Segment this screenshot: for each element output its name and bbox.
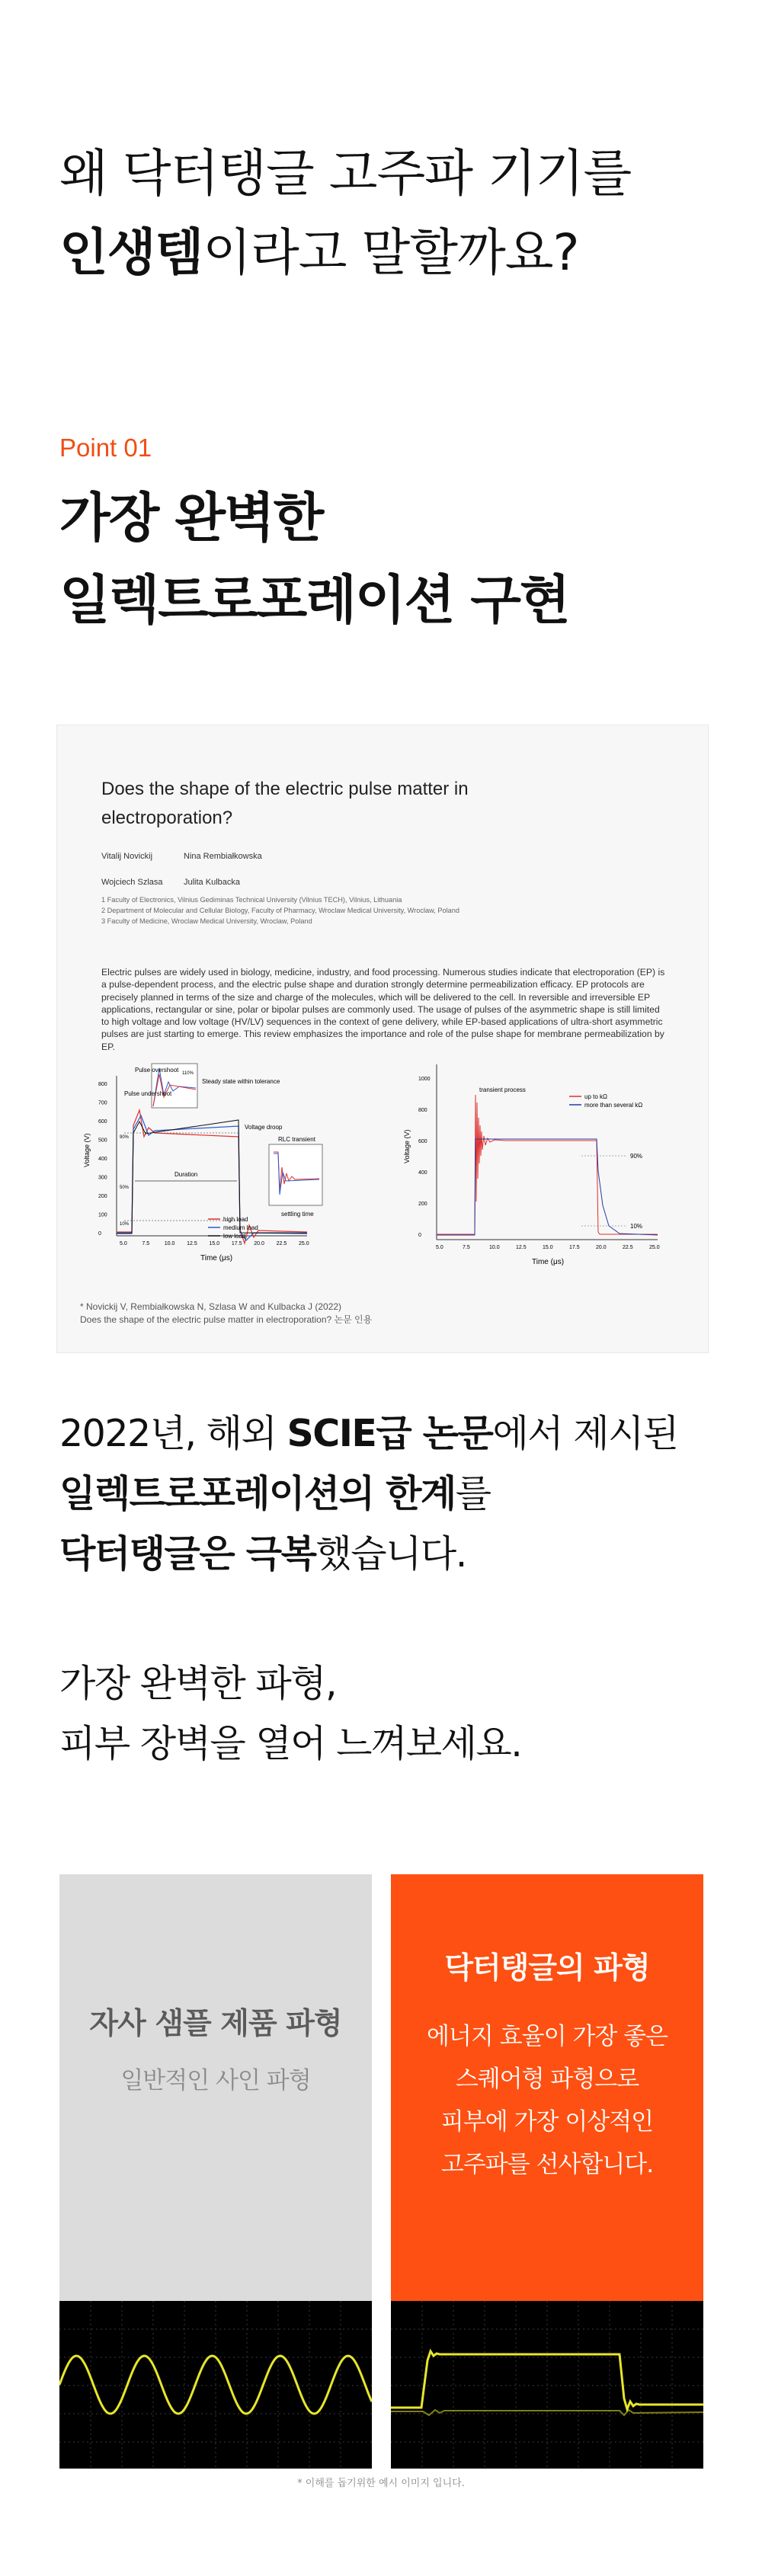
footnote: * 이해를 돕기위한 예시 이미지 입니다. <box>297 2478 465 2489</box>
description-line: 에너지 효율이 가장 좋은 <box>426 2023 668 2050</box>
transient-chart <box>399 1049 680 1278</box>
x-tick-label: 10.0 <box>164 1241 175 1246</box>
x-tick-label: 7.5 <box>142 1241 150 1246</box>
claim-emphasis: 일렉트로포레이션의 한계 <box>59 1472 456 1515</box>
competitor-panel-subtitle: 일반적인 사인 파형 <box>120 2067 311 2094</box>
claim-line-3 <box>59 1524 678 1584</box>
author-row <box>101 869 266 895</box>
annotation-label: 90% <box>120 1135 130 1140</box>
y-tick-label: 100 <box>98 1212 107 1218</box>
x-tick-label: 15.0 <box>543 1245 553 1250</box>
claim-line-2 <box>59 1464 678 1524</box>
x-tick-labels <box>120 1241 309 1246</box>
y-tick-label: 800 <box>418 1108 427 1113</box>
x-tick-label: 10.0 <box>489 1245 500 1250</box>
annotation-label: Duration <box>174 1171 198 1178</box>
x-tick-label: 15.0 <box>209 1241 220 1246</box>
x-tick-label: 25.0 <box>299 1241 309 1246</box>
claim-line-5: 피부 장벽을 열어 느껴보세요. <box>59 1722 522 1765</box>
y-tick-label: 600 <box>418 1139 427 1144</box>
legend-label-medium-load: medium load <box>223 1224 258 1231</box>
x-tick-label: 5.0 <box>120 1241 127 1246</box>
drtangle-waveform-panel <box>391 1874 703 2469</box>
claim-text: 에서 제시된 <box>492 1412 678 1455</box>
claim-paragraph-1 <box>59 1403 678 1584</box>
y-axis-label: Voltage (V) <box>403 1129 411 1163</box>
caption-line-2: Does the shape of the electric pulse matter in electroporation? 논문 인용 <box>80 1314 373 1325</box>
annotation-label: Pulse undershoot <box>124 1090 172 1097</box>
hero-line-2 <box>59 213 631 293</box>
x-tick-label: 20.0 <box>596 1245 607 1250</box>
point-title <box>59 477 569 642</box>
x-axis-label: Time (μs) <box>200 1254 233 1262</box>
y-tick-label: 0 <box>98 1231 101 1237</box>
description-line: 고주파를 선사합니다. <box>440 2151 654 2178</box>
y-tick-labels <box>98 1082 107 1237</box>
x-tick-label: 22.5 <box>276 1241 287 1246</box>
hero-line-2-rest: 이라고 말할까요? <box>203 223 579 282</box>
author-name: Wojciech Szlasa <box>101 878 163 887</box>
paper-authors <box>101 843 266 895</box>
affiliation: 3 Faculty of Medicine, Wroclaw Medical University, Wroclaw, Poland <box>101 917 312 925</box>
hero-line-1: 왜 닥터탱글 고주파 기기를 <box>59 144 632 203</box>
competitor-panel-title: 자사 샘플 제품 파형 <box>89 2007 342 2041</box>
annotation-label: 90% <box>630 1153 643 1160</box>
y-tick-label: 0 <box>418 1233 421 1238</box>
series-up-to-kohm-line <box>437 1095 658 1234</box>
legend-label-high-resistance: more than several kΩ <box>584 1102 643 1109</box>
point-title-line-1: 가장 완벽한 <box>59 488 323 549</box>
paper-affiliations <box>101 894 459 926</box>
paper-abstract: Electric pulses are widely used in biology, medicine, industry, and food processing. Numerous studies indicate that electroporation (EP) is a pulse-dependent process, and the electric pulse shape and duration strongly determine permeabilization efficacy. EP protocols are precisely planned in terms of the size and charge of the molecules, which will be delivered to the cell. In reversible and irreversible EP applications, rectangular or sine, polar or bipolar pulses are commonly used. The usage of pulses of the asymmetric shape is still limited to high voltage and low voltage (HV/LV) sequences in the context of gene delivery, while EP-based applications of ultra-short asymmetric pulses are just starting to emerge. This review emphasizes the importance and role of the pulse shape for membrane permeabilization by EP. <box>101 967 665 1052</box>
legend-label-low-load: low load <box>223 1233 246 1240</box>
author-name: Julita Kulbacka <box>184 878 240 887</box>
annotation-label: 10% <box>120 1222 130 1227</box>
paper-caption <box>80 1301 372 1326</box>
claim-text: 했습니다. <box>315 1532 466 1576</box>
sine-wave-oscilloscope <box>59 2301 372 2469</box>
series-high-resistance-line <box>437 1139 658 1235</box>
hero-emphasis: 인생템 <box>59 223 203 282</box>
annotation-label: 110% <box>182 1071 194 1076</box>
author-name: Vitalij Novickij <box>101 852 153 861</box>
annotation-label: 50% <box>120 1186 130 1190</box>
y-tick-label: 600 <box>98 1119 107 1125</box>
x-axis-label: Time (μs) <box>532 1258 565 1266</box>
pulse-shape-chart <box>78 1053 368 1274</box>
x-tick-label: 7.5 <box>463 1245 470 1250</box>
y-tick-label: 400 <box>98 1157 107 1162</box>
y-axis-label: Voltage (V) <box>83 1133 91 1167</box>
y-tick-label: 1000 <box>418 1077 431 1082</box>
competitor-waveform-panel <box>59 1874 372 2469</box>
paper-excerpt <box>56 725 709 1353</box>
claim-paragraph-2 <box>59 1653 521 1774</box>
affiliation: 1 Faculty of Electronics, Vilnius Gediminas Technical University (Vilnius TECH), Vilnius, Lithuania <box>101 896 402 904</box>
affiliation: 2 Department of Molecular and Cellular Biology, Faculty of Pharmacy, Wroclaw Medical University, Wroclaw, Poland <box>101 907 459 914</box>
legend-label-high-load: high load <box>223 1216 248 1223</box>
point-label: Point 01 <box>59 434 152 462</box>
x-tick-label: 25.0 <box>649 1245 660 1250</box>
caption-line-1: * Novickij V, Rembiałkowska N, Szlasa W and Kulbacka J (2022) <box>80 1301 342 1312</box>
annotation-label: Pulse overshoot <box>135 1067 179 1074</box>
annotation-label: Voltage droop <box>245 1124 283 1131</box>
legend-label-up-to-kohm: up to kΩ <box>584 1093 607 1100</box>
x-tick-label: 12.5 <box>516 1245 527 1250</box>
y-tick-label: 200 <box>98 1194 107 1199</box>
annotation-label: RLC transient <box>278 1136 315 1143</box>
author-row <box>101 843 266 869</box>
y-tick-label: 500 <box>98 1138 107 1144</box>
x-tick-label: 17.5 <box>569 1245 580 1250</box>
y-tick-label: 300 <box>98 1175 107 1181</box>
description-line: 피부에 가장 이상적인 <box>440 2108 654 2136</box>
annotation-label: transient process <box>479 1086 526 1093</box>
annotation-label: 10% <box>630 1223 643 1230</box>
x-tick-label: 22.5 <box>623 1245 633 1250</box>
x-tick-labels <box>436 1245 660 1250</box>
claim-text: 를 <box>455 1472 491 1515</box>
claim-line-1 <box>59 1403 678 1464</box>
y-tick-label: 800 <box>98 1082 107 1087</box>
x-tick-label: 12.5 <box>187 1241 197 1246</box>
annotation-label: settling time <box>281 1211 314 1218</box>
claim-text: 2022년, 해외 <box>59 1412 287 1455</box>
x-tick-label: 17.5 <box>231 1241 242 1246</box>
drtangle-panel-description <box>391 2015 703 2186</box>
author-name: Nina Rembiałkowska <box>184 852 262 861</box>
y-tick-label: 400 <box>418 1170 427 1176</box>
hero-heading <box>59 134 631 293</box>
x-tick-label: 5.0 <box>436 1245 443 1250</box>
y-tick-labels <box>418 1077 431 1238</box>
y-tick-label: 700 <box>98 1100 107 1106</box>
claim-line-4: 가장 완벽한 파형, <box>59 1662 337 1705</box>
description-line: 스퀘어형 파형으로 <box>455 2066 639 2093</box>
claim-emphasis: SCIE급 논문 <box>287 1412 493 1455</box>
square-wave-oscilloscope <box>391 2301 703 2469</box>
point-title-line-2: 일렉트로포레이션 구현 <box>59 570 569 631</box>
claim-emphasis: 닥터탱글은 극복 <box>59 1532 316 1576</box>
x-tick-label: 20.0 <box>254 1241 264 1246</box>
paper-title: Does the shape of the electric pulse matter in electroporation? <box>101 779 469 828</box>
drtangle-panel-title: 닥터탱글의 파형 <box>444 1951 650 1986</box>
annotation-label: Steady state within tolerance <box>202 1078 280 1085</box>
y-tick-label: 200 <box>418 1202 427 1207</box>
